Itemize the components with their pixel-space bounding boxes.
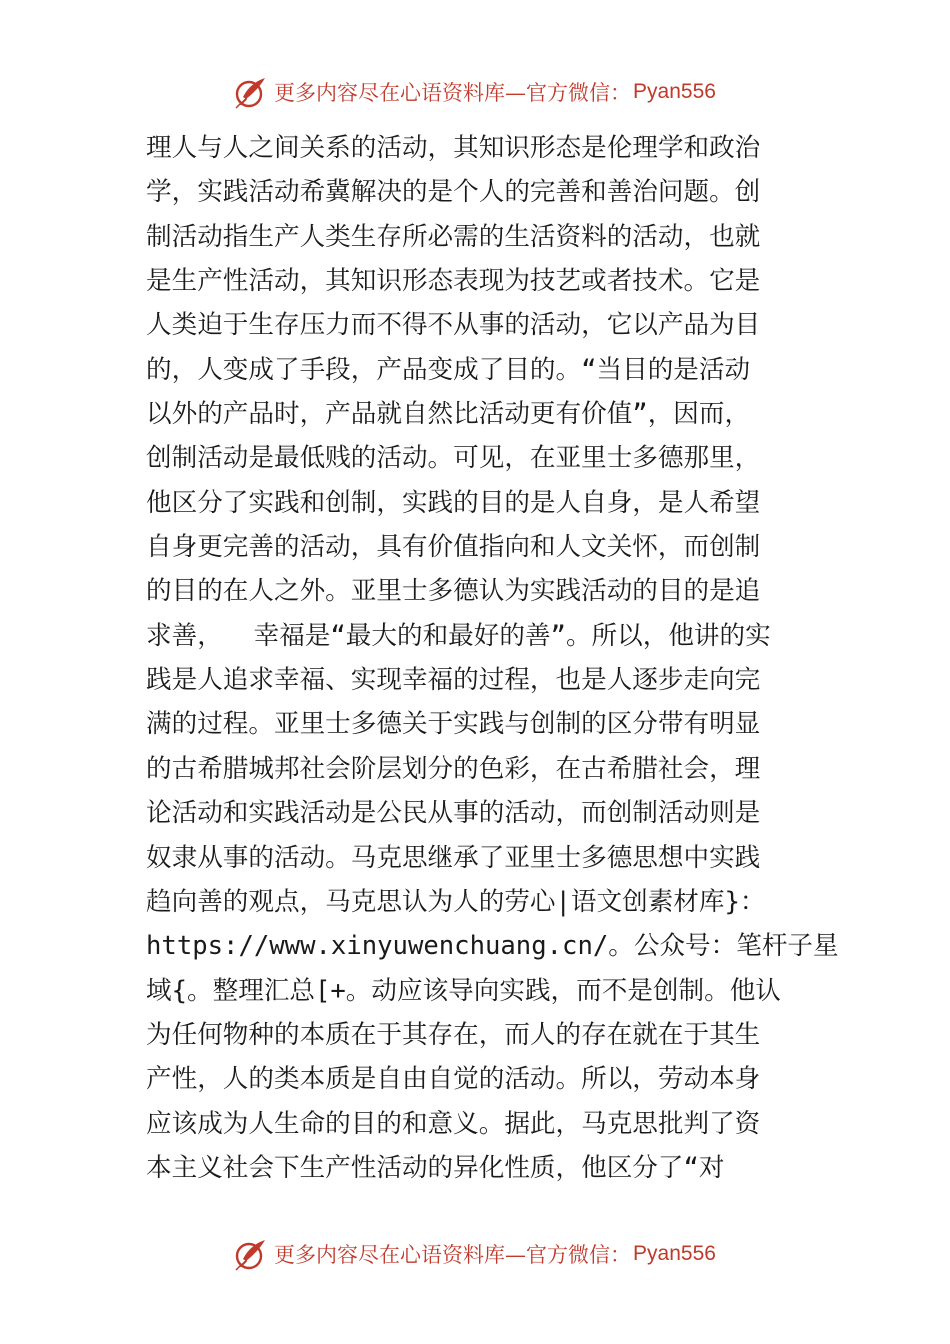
text-line: 求善， 幸福是“最大的和最好的善”。所以，他讲的实 xyxy=(146,620,771,651)
text-line: 应该成为人生命的目的和意义。据此，马克思批判了资 xyxy=(146,1108,761,1139)
text-line: 以外的产品时，产品就自然比活动更有价值”，因而， xyxy=(146,399,751,430)
text-line: 论活动和实践活动是公民从事的活动，而创制活动则是 xyxy=(146,798,761,829)
text-line: 是生产性活动，其知识形态表现为技艺或者技术。它是 xyxy=(146,266,761,297)
header-banner-text: 更多内容尽在心语资料库—官方微信： xyxy=(274,81,632,105)
footer-wechat-id: Pyan556 xyxy=(633,1242,716,1265)
footer-banner-text: 更多内容尽在心语资料库—官方微信： xyxy=(274,1243,632,1267)
text-line: 他区分了实践和创制，实践的目的是人自身，是人希望 xyxy=(146,487,761,518)
text-line: 为任何物种的本质在于其存在，而人的存在就在于其生 xyxy=(146,1019,761,1050)
header-wechat-id: Pyan556 xyxy=(633,80,716,103)
footer-banner xyxy=(0,1232,950,1276)
text-line: 的目的在人之外。亚里士多德认为实践活动的目的是追 xyxy=(146,576,761,607)
text-line: 满的过程。亚里士多德关于实践与创制的区分带有明显 xyxy=(146,709,761,740)
header-banner xyxy=(0,70,950,114)
text-line: 本主义社会下生产性活动的异化性质，他区分了“对 xyxy=(146,1152,725,1183)
quill-pen-logo-icon xyxy=(234,75,268,109)
document-body xyxy=(146,126,839,1190)
text-line: 自身更完善的活动，具有价值指向和人文关怀，而创制 xyxy=(146,532,761,563)
text-line: 制活动指生产人类生存所必需的生活资料的活动，也就 xyxy=(146,221,761,252)
text-line: 理人与人之间关系的活动，其知识形态是伦理学和政治 xyxy=(146,133,761,163)
text-line: 域{。整理汇总[+。动应该导向实践，而不是创制。他认 xyxy=(146,975,781,1006)
text-line: 学，实践活动希冀解决的是个人的完善和善治问题。创 xyxy=(146,177,761,208)
text-line: 创制活动是最低贱的活动。可见，在亚里士多德那里， xyxy=(146,443,761,474)
text-line: 趋向善的观点，马克思认为人的劳心|语文创素材库}： xyxy=(146,886,766,917)
text-line: 的古希腊城邦社会阶层划分的色彩，在古希腊社会，理 xyxy=(146,753,761,784)
text-line: 的，人变成了手段，产品变成了目的。“当目的是活动 xyxy=(146,354,751,385)
text-line: 奴隶从事的活动。马克思继承了亚里士多德思想中实践 xyxy=(146,842,761,873)
text-line: 产性，人的类本质是自由自觉的活动。所以，劳动本身 xyxy=(146,1064,761,1095)
text-line: 践是人追求幸福、实现幸福的过程，也是人逐步走向完 xyxy=(146,665,761,696)
text-line: 人类迫于生存压力而不得不从事的活动，它以产品为目 xyxy=(146,310,761,341)
quill-pen-logo-icon xyxy=(234,1237,268,1271)
text-line: https://www.xinyuwenchuang.cn/。公众号：笔杆子星 xyxy=(146,931,839,962)
